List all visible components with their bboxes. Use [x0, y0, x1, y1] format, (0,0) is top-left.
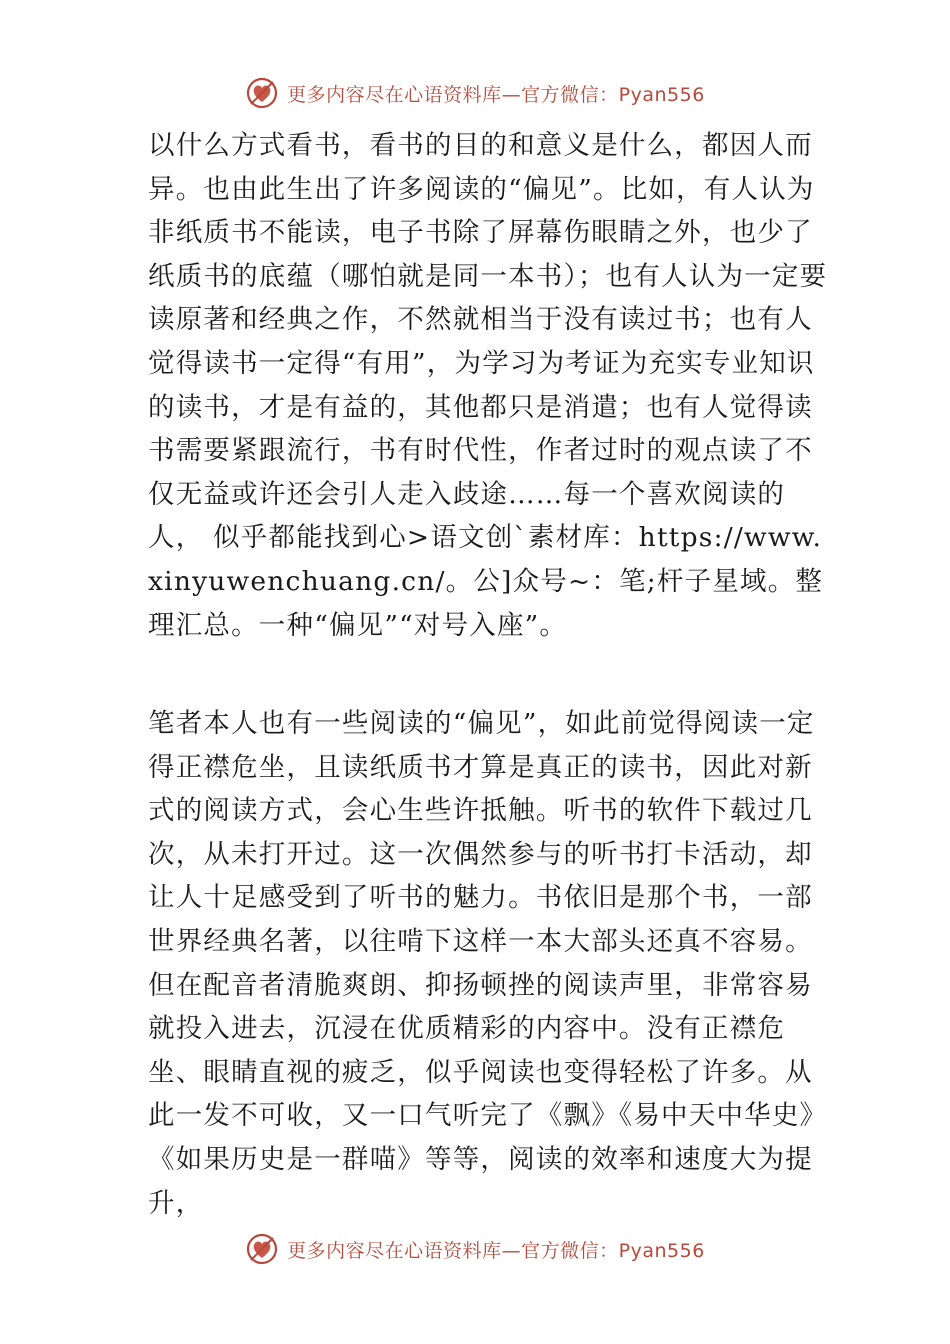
paragraph-1: 以什么方式看书，看书的目的和意义是什么，都因人而异。也由此生出了许多阅读的“偏见”。比如，有人认为非纸质书不能读，电子书除了屏幕伤眼睛之外，也少了纸质书的底蕴（哪怕就是同一本书）；也有人认为一定要读原著和经典之作，不然就相当于没有读过书；也有人觉得读书一定得“有用”，为学习为考证为充实专业知识的读书，才是有益的，其他都只是消遣；也有人觉得读 书需要紧跟流行，书有时代性，作者过时的观点读了不 仅无益或许还会引人走入歧途……每一个喜欢阅读的人， 似乎都能找到心>语文创`素材库：https://www.xinyuwenchuang.cn/。公]众号~：笔;杆子星域。整理汇总。一种“偏见”“对号入座”。	[148, 130, 828, 641]
heart-logo-icon	[245, 76, 279, 110]
paragraph-2: 笔者本人也有一些阅读的“偏见”，如此前觉得阅读一定得正襟危坐，且读纸质书才算是真正的读书，因此对新式的阅读方式，会心生些许抵触。听书的软件下载过几次，从未打开过。这一次偶然参与的听书打卡活动，却让人十足感受到了听书的魅力。书依旧是那个书，一部世界经典名著，以往啃下这样一本大部头还真不容易。但在配音者清脆爽朗、抑扬顿挫的阅读声里，非常容易就投入进去，沉浸在优质精彩的内容中。没有正襟危坐、眼睛直视的疲乏，似乎阅读也变得轻松了许多。从此一发不可收，又一口气听完了《飘》《易中天中华史》《如果历史是一群喵》等等，阅读的效率和速度大为提升，	[148, 708, 828, 1219]
header-watermark	[0, 76, 950, 110]
heart-logo-icon	[245, 1232, 279, 1266]
watermark-text: 更多内容尽在心语资料库—官方微信：Pyan556	[287, 83, 705, 106]
watermark-text: 更多内容尽在心语资料库—官方微信：Pyan556	[287, 1239, 705, 1262]
footer-watermark	[0, 1232, 950, 1266]
